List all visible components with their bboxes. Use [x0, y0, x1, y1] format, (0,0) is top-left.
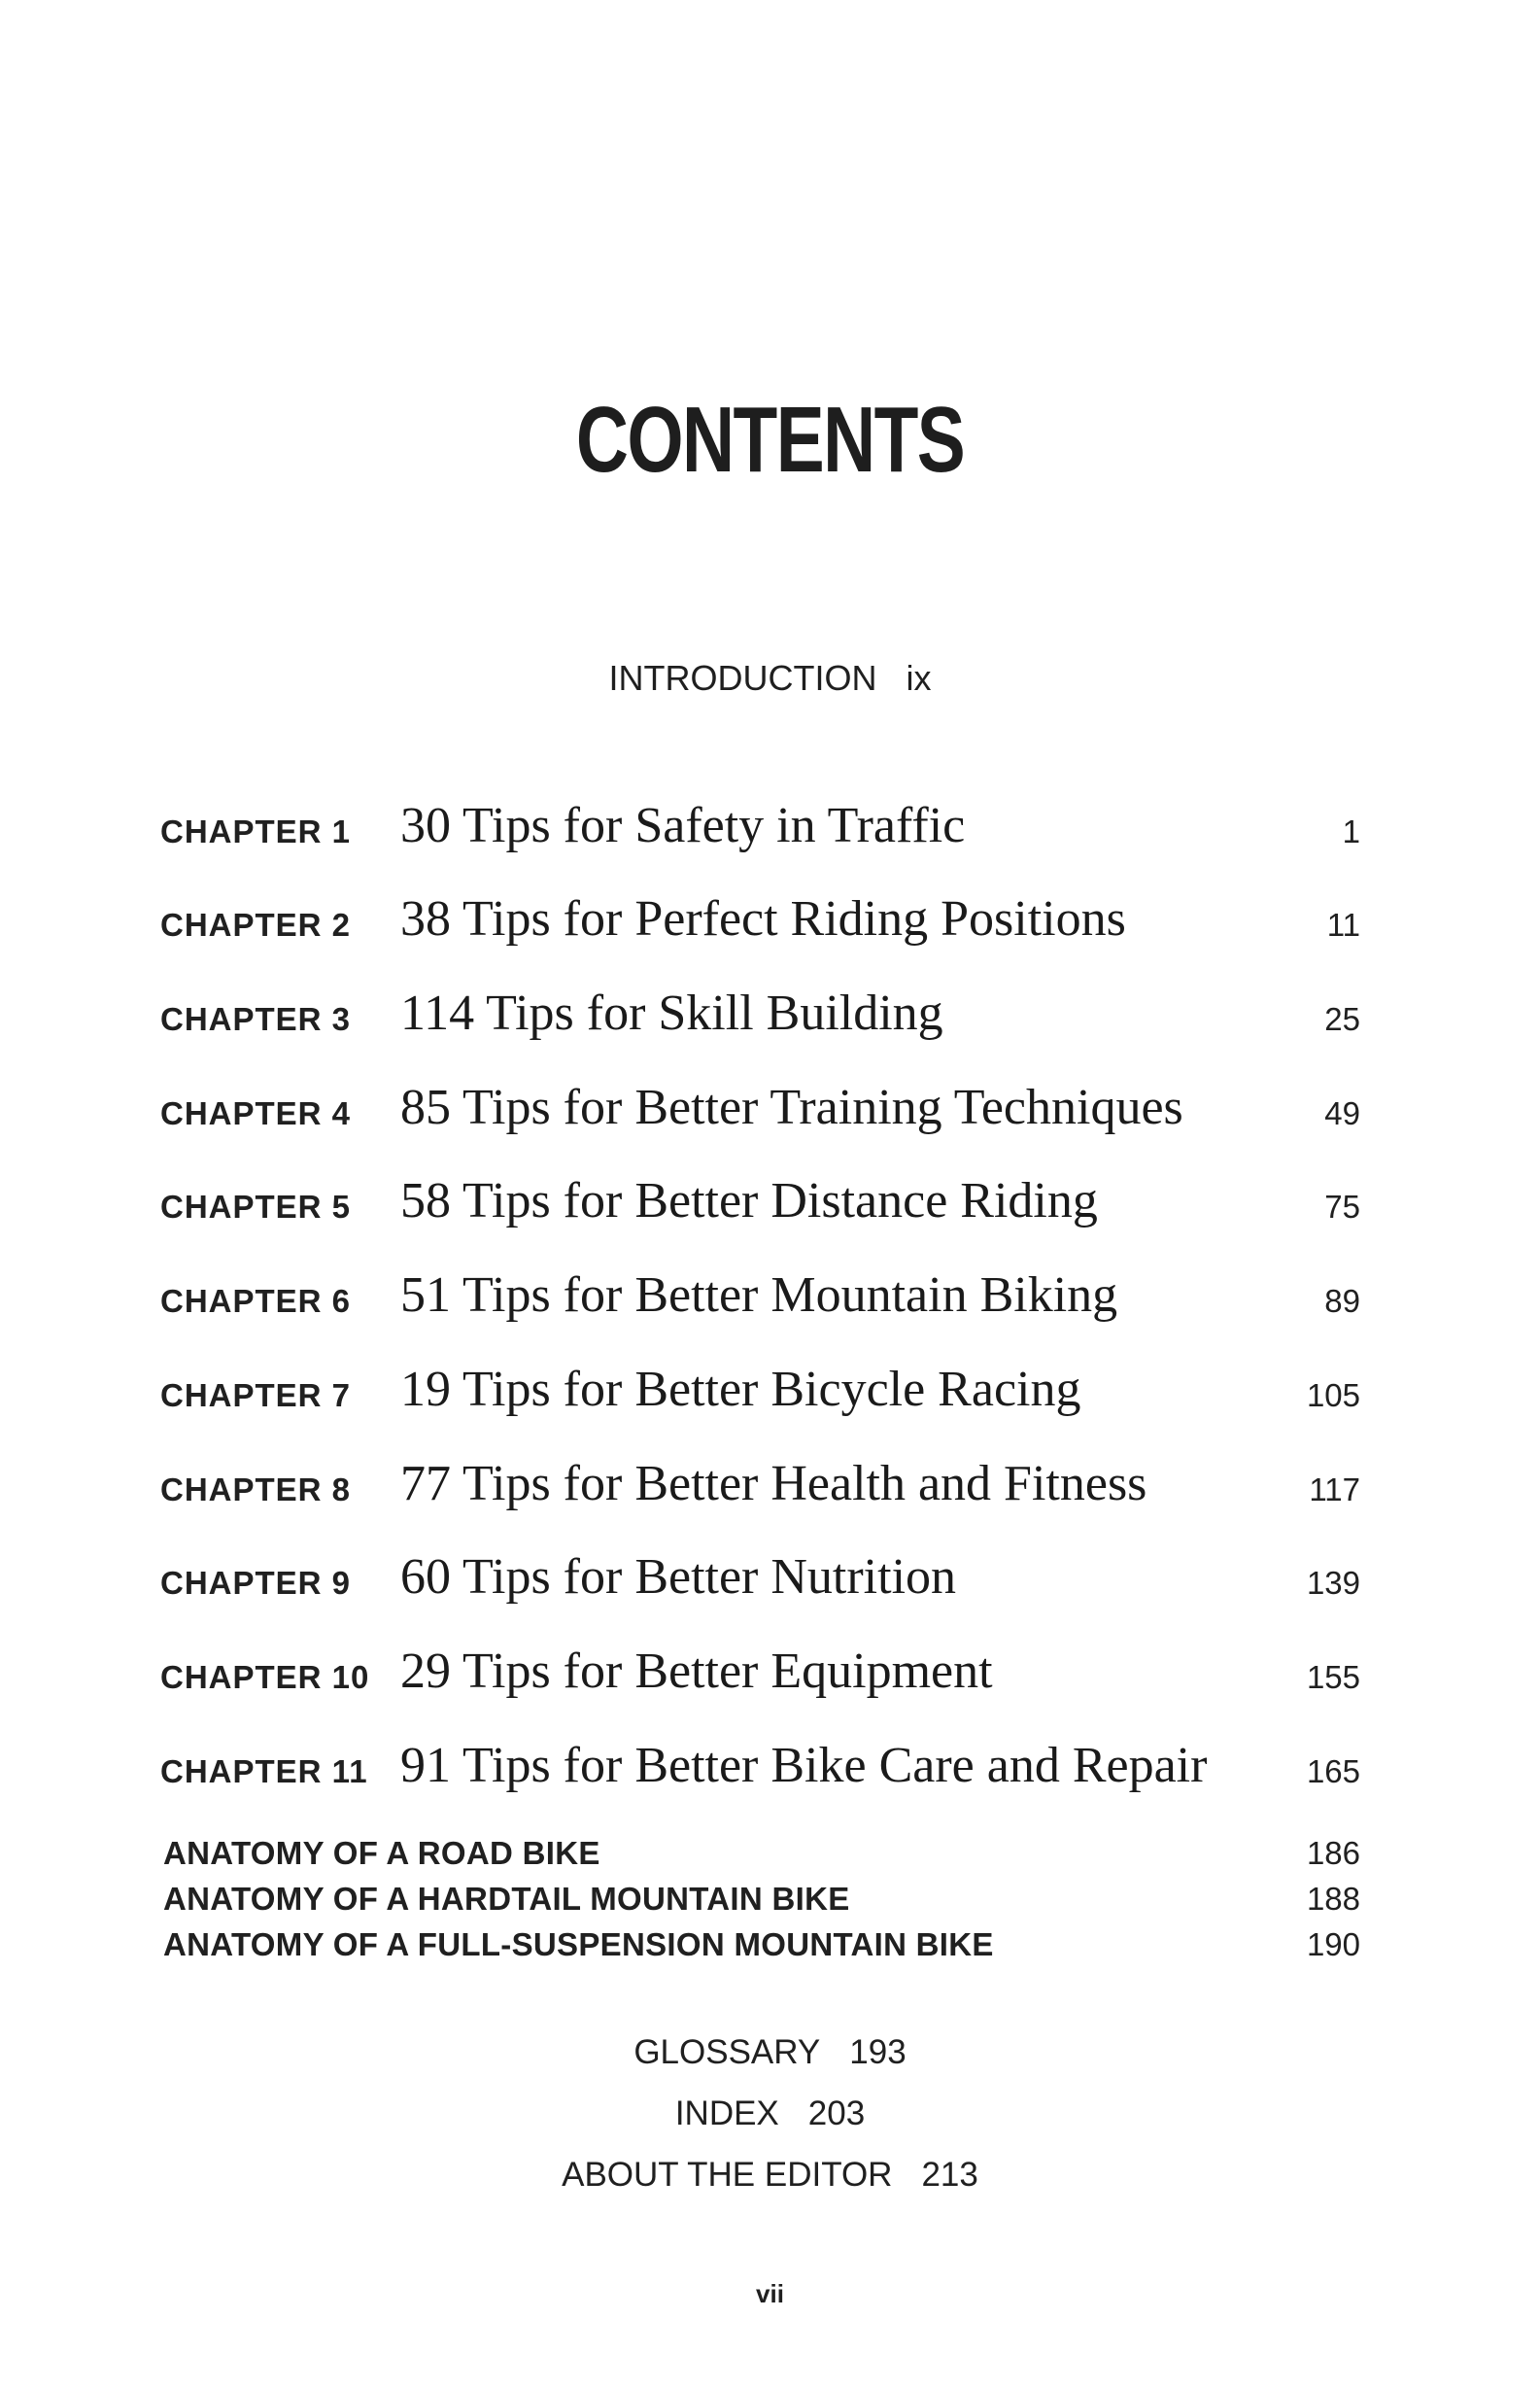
chapter-label: CHAPTER 11: [160, 1752, 368, 1789]
chapter-entry-1[interactable]: [160, 785, 1360, 880]
chapter-title: 85 Tips for Better Training Techniques: [400, 1079, 1183, 1135]
backmatter-entry-about-editor[interactable]: [0, 2144, 1540, 2205]
anatomy-label: ANATOMY OF A ROAD BIKE: [163, 1835, 600, 1871]
chapter-entry-2[interactable]: [160, 880, 1360, 974]
backmatter-entry-glossary[interactable]: [0, 2022, 1540, 2083]
page-number: vii: [756, 2279, 784, 2308]
chapter-entry-6[interactable]: [160, 1255, 1360, 1349]
anatomy-page: 186: [1306, 1835, 1360, 1871]
chapter-label: CHAPTER 2: [160, 907, 352, 944]
chapter-list: [160, 785, 1360, 1819]
backmatter-list: [0, 2022, 1540, 2205]
backmatter-page: 203: [807, 2094, 866, 2132]
chapter-title: 114 Tips for Skill Building: [400, 986, 943, 1042]
chapter-page: 1: [1342, 813, 1360, 849]
chapter-page: 75: [1324, 1189, 1360, 1226]
chapter-label: CHAPTER 9: [160, 1565, 352, 1602]
chapter-page: 105: [1306, 1376, 1360, 1413]
chapter-title: 29 Tips for Better Equipment: [400, 1643, 993, 1699]
backmatter-page: 213: [921, 2156, 978, 2194]
anatomy-list: [163, 1835, 1360, 1972]
anatomy-entry-full-suspension[interactable]: [163, 1926, 1360, 1972]
chapter-title: 51 Tips for Better Mountain Biking: [400, 1267, 1118, 1324]
chapter-title: 60 Tips for Better Nutrition: [400, 1549, 957, 1606]
anatomy-entry-hardtail[interactable]: [163, 1881, 1360, 1926]
chapter-entry-7[interactable]: [160, 1349, 1360, 1443]
chapter-entry-4[interactable]: [160, 1067, 1360, 1161]
chapter-page: 155: [1306, 1658, 1360, 1695]
chapter-page: 25: [1324, 1001, 1360, 1038]
chapter-title: 38 Tips for Perfect Riding Positions: [400, 891, 1126, 948]
chapter-page: 117: [1309, 1471, 1360, 1507]
chapter-entry-11[interactable]: [160, 1725, 1360, 1819]
anatomy-page: 188: [1306, 1881, 1360, 1917]
chapter-entry-8[interactable]: [160, 1443, 1360, 1538]
chapter-label: CHAPTER 8: [160, 1471, 352, 1507]
anatomy-label: ANATOMY OF A HARDTAIL MOUNTAIN BIKE: [163, 1881, 850, 1917]
chapter-label: CHAPTER 6: [160, 1283, 352, 1320]
introduction-label: INTRODUCTION: [608, 658, 877, 698]
chapter-page: 49: [1324, 1094, 1360, 1131]
introduction-page: ix: [906, 658, 932, 698]
chapter-page: 89: [1324, 1283, 1360, 1320]
chapter-label: CHAPTER 1: [160, 813, 352, 849]
chapter-title: 58 Tips for Better Distance Riding: [400, 1173, 1098, 1229]
chapter-label: CHAPTER 4: [160, 1094, 352, 1131]
introduction-entry[interactable]: [0, 657, 1540, 700]
chapter-label: CHAPTER 10: [160, 1658, 370, 1695]
backmatter-entry-index[interactable]: [0, 2083, 1540, 2144]
backmatter-label: INDEX: [674, 2094, 779, 2132]
chapter-label: CHAPTER 5: [160, 1189, 352, 1226]
backmatter-page: 193: [849, 2033, 907, 2071]
chapter-label: CHAPTER 7: [160, 1376, 352, 1413]
chapter-label: CHAPTER 3: [160, 1001, 352, 1038]
chapter-page: 165: [1306, 1752, 1360, 1789]
chapter-entry-5[interactable]: [160, 1161, 1360, 1256]
page-title: CONTENTS: [575, 388, 965, 492]
anatomy-label: ANATOMY OF A FULL-SUSPENSION MOUNTAIN BIKE: [163, 1926, 994, 1962]
chapter-page: 139: [1306, 1565, 1360, 1602]
backmatter-label: GLOSSARY: [633, 2033, 821, 2071]
chapter-title: 19 Tips for Better Bicycle Racing: [400, 1361, 1081, 1417]
chapter-page: 11: [1326, 907, 1360, 944]
chapter-title: 91 Tips for Better Bike Care and Repair: [400, 1737, 1208, 1793]
chapter-entry-3[interactable]: [160, 973, 1360, 1067]
backmatter-label: ABOUT THE EDITOR: [562, 2156, 893, 2194]
chapter-title: 77 Tips for Better Health and Fitness: [400, 1455, 1147, 1511]
anatomy-entry-road-bike[interactable]: [163, 1835, 1360, 1881]
anatomy-page: 190: [1306, 1926, 1360, 1962]
chapter-title: 30 Tips for Safety in Traffic: [400, 797, 966, 853]
chapter-entry-9[interactable]: [160, 1538, 1360, 1632]
chapter-entry-10[interactable]: [160, 1631, 1360, 1725]
